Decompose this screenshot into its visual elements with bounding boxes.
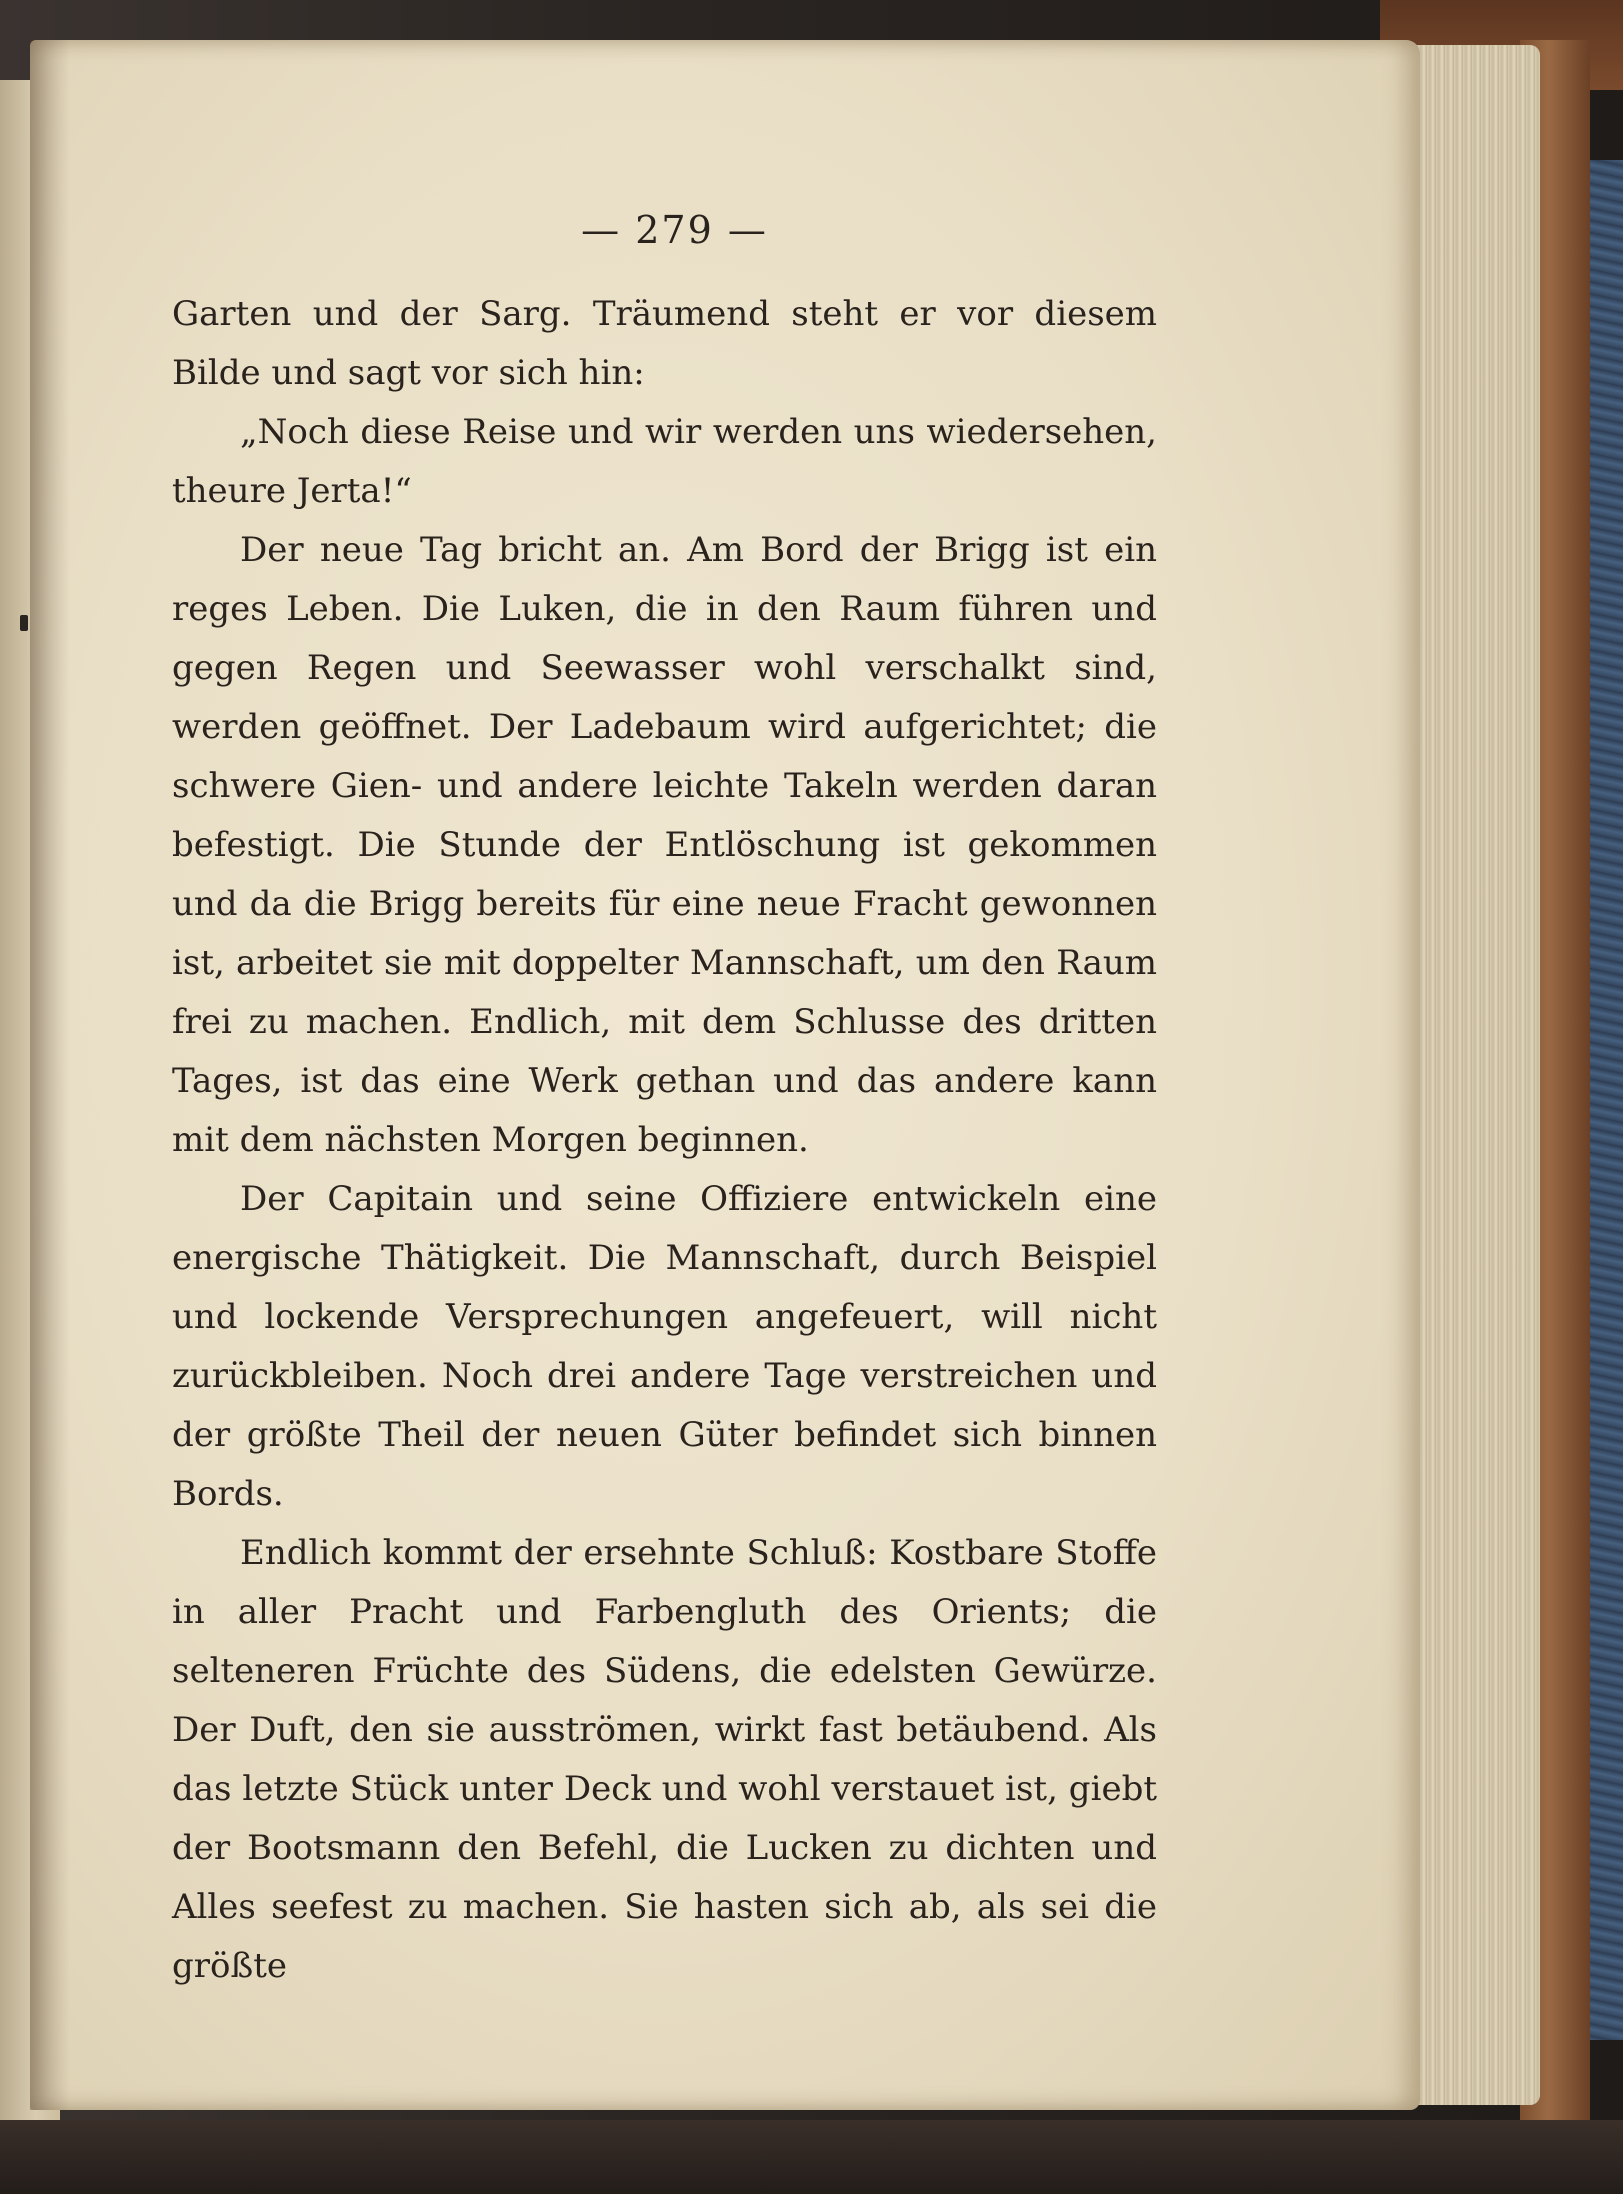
background-surface [0, 2120, 1623, 2194]
page-number: — 279 — [581, 208, 768, 252]
paragraph-3: Der neue Tag bricht an. Am Bord der Brigg ist ein reges Leben. Die Luken, die in den Raum führen und gegen Regen und Seewasser wohl verschalkt sind, werden geöffnet. Der Ladebaum wird aufgerichtet; die schwere Gien- und andere leichte Takeln werden daran befestigt. Die Stunde der Entlöschung ist gekommen und da die Brigg bereits für eine neue Fracht gewonnen ist, arbeitet sie mit doppelter Mannschaft, um den Raum frei zu machen. Endlich, mit dem Schlusse des dritten Tages, ist das eine Werk gethan und das andere kann mit dem nächsten Morgen beginnen. [172, 530, 1157, 1160]
paragraph-2: „Noch diese Reise und wir werden uns wiedersehen, theure Jerta!“ [172, 412, 1157, 511]
page-gutter-shadow [30, 40, 70, 2110]
page-text-block [172, 205, 1157, 1986]
paragraph-1: Garten und der Sarg. Träumend steht er vor diesem Bilde und sagt vor sich hin: [172, 294, 1157, 393]
paragraph-4: Der Capitain und seine Offiziere entwickeln eine energische Thätigkeit. Die Mannschaft, durch Beispiel und lockende Versprechungen angefeuert, will nicht zurückbleiben. Noch drei andere Tage verstreichen und der größte Theil der neuen Güter befindet sich binnen Bords. [172, 1179, 1157, 1514]
page-edges-stack [1400, 45, 1540, 2105]
paragraph-5: Endlich kommt der ersehnte Schluß: Kostbare Stoffe in aller Pracht und Farbengluth des Orients; die selteneren Früchte des Südens, die edelsten Gewürze. Der Duft, den sie ausströmen, wirkt fast betäubend. Als das letzte Stück unter Deck und wohl verstauet ist, giebt der Bootsmann den Befehl, die Lucken zu dichten und Alles seefest zu machen. Sie hasten sich ab, als sei die größte [172, 1533, 1157, 1986]
ink-mark [20, 615, 28, 631]
